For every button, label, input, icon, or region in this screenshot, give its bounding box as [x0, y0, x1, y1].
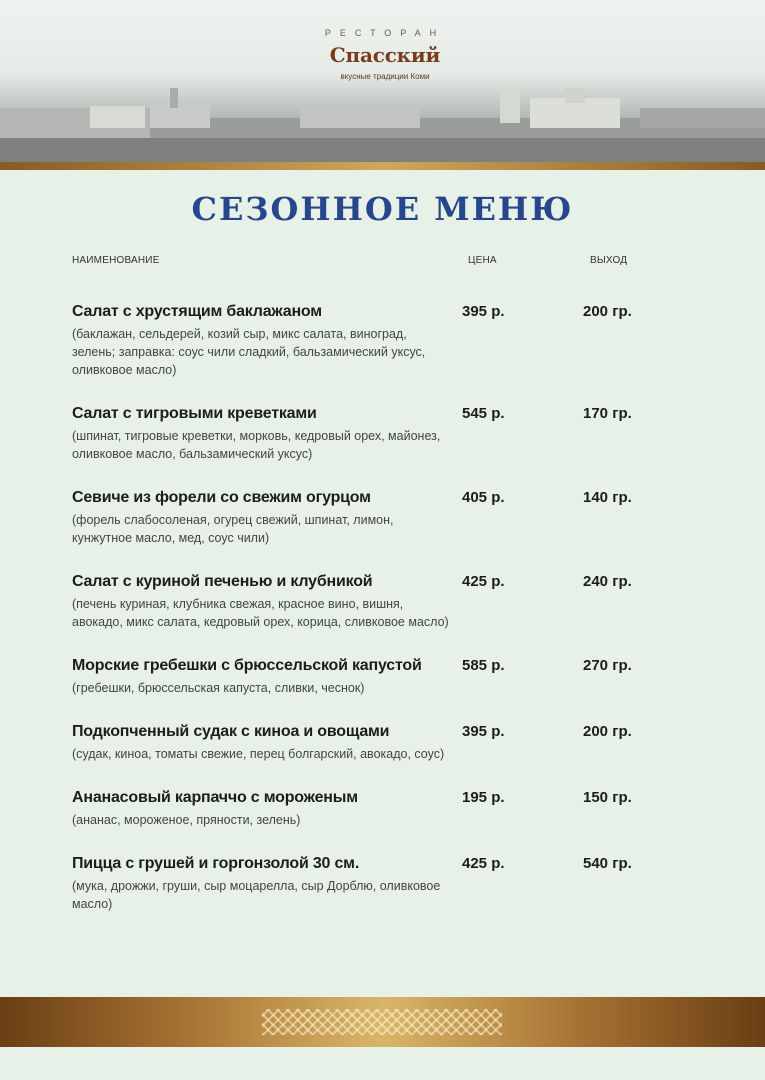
item-name: Подкопченный судак с киноа и овощами	[72, 723, 390, 740]
item-yield: 150 гр.	[583, 789, 632, 806]
menu-item	[72, 400, 672, 463]
item-yield: 170 гр.	[583, 405, 632, 422]
item-yield: 270 гр.	[583, 657, 632, 674]
item-yield: 140 гр.	[583, 489, 632, 506]
page-title: СЕЗОННОЕ МЕНЮ	[191, 190, 574, 228]
logo-name: Спасский	[329, 43, 441, 67]
item-yield: 540 гр.	[583, 855, 632, 872]
item-price: 585 р.	[462, 657, 505, 674]
logo-restaurant-label: РЕСТОРАН	[324, 28, 446, 38]
menu-item	[72, 484, 672, 547]
logo-tagline: вкусные традиции Коми	[340, 72, 430, 81]
column-header-name: НАИМЕНОВАНИЕ	[72, 255, 160, 266]
restaurant-logo	[310, 28, 460, 81]
footer-ornament	[262, 1009, 502, 1035]
menu-item	[72, 298, 672, 379]
item-price: 195 р.	[462, 789, 505, 806]
item-price: 425 р.	[462, 573, 505, 590]
menu-item	[72, 718, 672, 763]
item-description: (форель слабосоленая, огурец свежий, шпинат, лимон, кунжутное масло, мед, соус чили)	[72, 513, 394, 545]
item-price: 425 р.	[462, 855, 505, 872]
item-price: 545 р.	[462, 405, 505, 422]
item-description: (мука, дрожжи, груши, сыр моцарелла, сыр Дорблю, оливковое масло)	[72, 879, 441, 911]
item-name: Ананасовый карпаччо с мороженым	[72, 789, 358, 806]
item-yield: 240 гр.	[583, 573, 632, 590]
menu-item	[72, 652, 672, 697]
item-name: Салат с хрустящим баклажаном	[72, 303, 322, 320]
item-name: Салат с тигровыми креветками	[72, 405, 317, 422]
item-name: Севиче из форели со свежим огурцом	[72, 489, 371, 506]
item-yield: 200 гр.	[583, 303, 632, 320]
header-town-photo	[0, 0, 765, 163]
item-description: (шпинат, тигровые креветки, морковь, кедровый орех, майонез, оливковое масло, бальзамический уксус)	[72, 429, 441, 461]
menu-items-list	[72, 298, 672, 934]
item-price: 395 р.	[462, 723, 505, 740]
item-description: (гребешки, брюссельская капуста, сливки, чеснок)	[72, 681, 365, 695]
item-price: 405 р.	[462, 489, 505, 506]
column-header-yield: ВЫХОД	[590, 255, 628, 266]
item-name: Салат с куриной печенью и клубникой	[72, 573, 373, 590]
item-description: (судак, киноа, томаты свежие, перец болгарский, авокадо, соус)	[72, 747, 445, 761]
town-panorama-image	[0, 88, 765, 163]
item-name: Пицца с грушей и горгонзолой 30 см.	[72, 855, 360, 872]
column-header-price: ЦЕНА	[468, 255, 497, 266]
item-description: (ананас, мороженое, пряности, зелень)	[72, 813, 301, 827]
item-description: (баклажан, сельдерей, козий сыр, микс салата, виноград, зелень; заправка: соус чили сладкий, бальзамический уксус, оливковое масло)	[72, 327, 426, 377]
menu-item	[72, 784, 672, 829]
menu-item	[72, 568, 672, 631]
header-gold-band	[0, 162, 765, 170]
item-yield: 200 гр.	[583, 723, 632, 740]
item-description: (печень куриная, клубника свежая, красное вино, вишня, авокадо, микс салата, кедровый орех, корица, сливковое масло)	[72, 597, 449, 629]
menu-item	[72, 850, 672, 913]
item-price: 395 р.	[462, 303, 505, 320]
item-name: Морские гребешки с брюссельской капустой	[72, 657, 422, 674]
